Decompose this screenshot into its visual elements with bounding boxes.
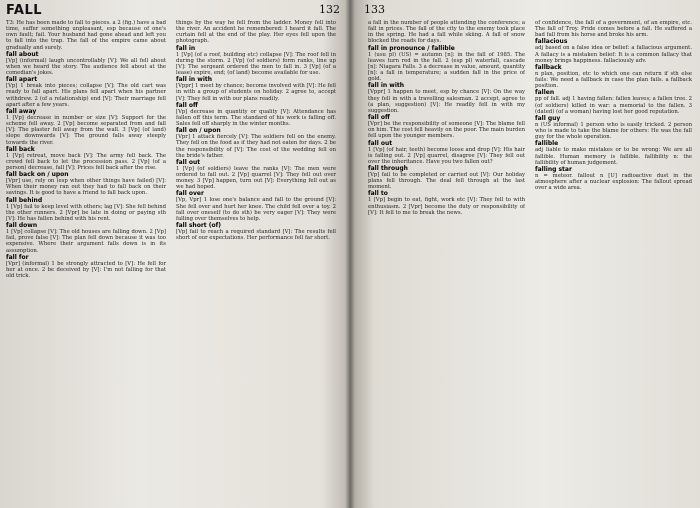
entry-definition: things by the way he fell from the ladder. Money fell into the river. An accident he remembered: I heard it fall. The curtain fell at the end of the play. Her eyes fell upon the photograph. xyxy=(176,20,336,45)
entry-headword: fall about xyxy=(6,50,39,58)
entry-definition: [Vp] fail to be completed or carried out [V]: Our holiday plans fell through. The deal fell through at the last moment. xyxy=(368,171,525,191)
dictionary-entry xyxy=(368,190,525,215)
page-number-right: 133 xyxy=(364,3,385,16)
dictionary-entry xyxy=(368,140,525,165)
entry-headword: fall out xyxy=(368,139,393,147)
entry-definition: [Vppr] 1 meet by chance; become involved with [V]: He fell in with a group of students on holiday. 2 agree to, accept [V]: They fell in with our plans readily. xyxy=(176,83,336,102)
dictionary-entry xyxy=(368,82,525,114)
dictionary-entry xyxy=(6,76,166,108)
entry-headword: fallible xyxy=(535,140,559,148)
entry-definition: of confidence, the fall of a government, of an empire, etc. The fall of Troy. Pride comes before a fall. He suffered a bad fall from his horse and broke his arm. xyxy=(535,20,692,39)
entry-headword: fall over xyxy=(176,190,204,198)
entry-definition: [Vp] 1 break into pieces; collapse [V]: The old cart was ready to fall apart. His plans fell apart when his partner withdrew. 2 (of a relationship) end [V]: Their marriage fell apart after a few years. xyxy=(6,83,166,108)
dictionary-entry xyxy=(6,254,166,279)
entry-definition: 1 [Vp] (of hair, teeth) become loose and drop [V]: His hair is falling out. 2 [Vp] quarrel, disagree [V]: They fell out over the inheritance. Have you two fallen out? xyxy=(368,146,525,165)
dictionary-entry xyxy=(176,20,336,45)
page-number: 132 xyxy=(319,3,340,16)
entry-headword: falling star xyxy=(535,165,572,173)
dictionary-entry xyxy=(535,20,692,38)
entry-definition: [Vpr] be the responsibility of someone [V]: The blame fell on him. The cost fell heavily on the poor. The main burden fell upon the younger members. xyxy=(368,121,525,140)
right-column-2 xyxy=(535,20,692,506)
dictionary-entry xyxy=(535,64,692,89)
entry-definition: pp of fall. adj 1 having fallen: fallen leaves; a fallen tree. 2 (of soldiers) killed in war: a memorial to the fallen. 3 (dated) (of a woman) having lost her good reputation. xyxy=(535,96,692,115)
entry-headword: fall back on / upon xyxy=(6,171,69,179)
entry-headword: fall in with xyxy=(368,82,405,90)
entry-definition: 1 [Vp] retreat, move back [V]: The army fell back. The crowd fell back to let the procession pass. 2 [Vp] (of a person) decrease, fall [V]: Prices fell back after the rise. xyxy=(6,152,166,171)
right-columns xyxy=(368,20,692,506)
dictionary-entry xyxy=(176,190,336,222)
left-column-2 xyxy=(176,20,336,506)
dictionary-entry xyxy=(6,171,166,196)
entry-headword: fall in xyxy=(176,44,196,52)
dictionary-entry xyxy=(176,222,336,241)
entry-headword: fallback xyxy=(535,63,562,71)
entry-headword: fall behind xyxy=(6,196,43,204)
dictionary-entry xyxy=(176,45,336,77)
right-column-1 xyxy=(368,20,525,506)
entry-definition: n (US informal) 1 person who is easily tricked. 2 person who is made to take the blame for others: He was the fall guy for the whole operation. xyxy=(535,121,692,141)
dictionary-entry xyxy=(6,222,166,254)
entry-headword: fall guy xyxy=(535,114,561,122)
dictionary-entry xyxy=(535,38,692,63)
entry-definition: [Vppr] 1 happen to meet, esp by chance [V]: On the way they fell in with a travelling salesman. 2 accept, agree to (a plan, suggestion) [V]: He readily fell in with my suggestion. xyxy=(368,89,525,114)
dictionary-entry xyxy=(535,166,692,191)
entry-headword: fall in with xyxy=(176,76,213,84)
entry-definition: n plan, position, etc to which one can return if sth else fails: We need a fallback in case the plan fails. a fallback position. xyxy=(535,70,692,90)
dictionary-entry xyxy=(368,20,525,45)
entry-headword: fall short (of) xyxy=(176,222,221,230)
dictionary-entry xyxy=(6,51,166,76)
dictionary-entry xyxy=(6,108,166,146)
entry-headword: fall for xyxy=(6,253,29,261)
entry-headword: fall to xyxy=(368,190,388,198)
entry-headword: fall in pronounce / fallible xyxy=(368,44,455,52)
dictionary-entry xyxy=(6,146,166,171)
dictionary-entry xyxy=(535,140,692,165)
entry-definition: 1 [Vp] decrease in number or size [V]: Support for the scheme fell away. 2 [Vp] become separated from and fall [V]: The plaster fell away from the wall. 3 [Vp] (of land) slope downwards [V]: The ground falls away steeply towards the river. xyxy=(6,114,166,146)
entry-definition: 1 [Vp] (of a roof, building etc) collapse [V]: The roof fell in during the storm. 2 [Vp] (of soldiers) form ranks, line up [V]: The sergeant ordered the men to fall in. 3 [Vp] (of a lease) expire, end; (of land) become available for use. xyxy=(176,51,336,77)
entry-definition: 1 [Vp] fail to keep level with others; lag [V]: She fell behind the other runners. 2 [Vpr] be late in doing or paying sth [V]: He has fallen behind with his rent. xyxy=(6,203,166,222)
dictionary-entry xyxy=(535,89,692,114)
entry-definition: [Vpr] (informal) 1 be strongly attracted to [V]: He fell for her at once. 2 be deceived by [V]: I'm not falling for that old trick. xyxy=(6,260,166,279)
dictionary-entry xyxy=(176,102,336,127)
entry-definition: T3: He has been made to fall to pieces. a 2 (fig.) have a bad time, suffer something unpleasant, esp because of one's own fault; fail. Your husband had gone ahead and left you to fall into the trap. The fall of the empire came about gradually and surely. xyxy=(6,20,166,51)
entry-headword: fall out xyxy=(176,158,201,166)
entry-definition: adj liable to make mistakes or to be wrong: We are all fallible. Human memory is fallible. fallibility n: the fallibility of human judgement. xyxy=(535,147,692,166)
entry-definition: a fall in the number of people attending the conference; a fall in prices. The fall of the city to the enemy took place in the spring. He had a fall while skiing. A fall of snow blocked the roads for days. xyxy=(368,20,525,45)
entry-headword: fall down xyxy=(6,222,38,230)
right-page xyxy=(350,0,700,508)
entry-definition: [Vpr] 1 attack fiercely [V]: The soldiers fell on the enemy. They fell on the food as if they had not eaten for days. 2 be the responsibility of [V]: The cost of the wedding fell on the bride's father. xyxy=(176,134,336,159)
entry-definition: n = meteor. fallout n [U] radioactive dust in the atmosphere after a nuclear explosion: The fallout spread over a wide area. xyxy=(535,172,692,192)
dictionary-entry xyxy=(535,115,692,140)
dictionary-entry xyxy=(176,127,336,159)
dictionary-entry xyxy=(368,165,525,190)
entry-definition: adj based on a false idea or belief: a fallacious argument. A fallacy is a mistaken belief: It is a common fallacy that money brings happiness. fallaciously adv. xyxy=(535,45,692,64)
dictionary-entry xyxy=(368,114,525,139)
entry-definition: [Vp] decrease in quantity or quality [V]: Attendance has fallen off this term. The standard of his work is falling off. Sales fell off sharply in the winter months. xyxy=(176,108,336,128)
entry-definition: [Vp] (informal) laugh uncontrollably [V]: We all fell about when we heard the story. The audience fell about at the comedian's jokes. xyxy=(6,57,166,77)
entry-headword: fall off xyxy=(368,114,390,122)
dictionary-entry xyxy=(176,76,336,101)
entry-headword: fall apart xyxy=(6,76,38,84)
dictionary-entry xyxy=(6,197,166,222)
left-columns xyxy=(6,20,336,506)
entry-headword: fallen xyxy=(535,89,555,97)
entry-headword: fall on / upon xyxy=(176,127,221,135)
entry-definition: [Vpr] use, rely on (esp when other things have failed) [V]: When their money ran out they had to fall back on their savings. It is good to have a friend to fall back upon. xyxy=(6,178,166,197)
dictionary-entry xyxy=(6,20,166,51)
dictionary-entry xyxy=(176,159,336,191)
entry-definition: [Vp] fail to reach a required standard [V]: The results fell short of our expectations. Her performance fell far short. xyxy=(176,229,336,242)
entry-definition: 1 (usu pl) (US) = autumn [n]: in the fall of 1985. The leaves turn red in the fall. 2 (esp pl) waterfall, cascade [n]: Niagara Falls. 3 a decrease in value, amount, quantity [n]: a fall in temperature; a sudden fall in the price of gold. xyxy=(368,51,525,83)
entry-headword: fall away xyxy=(6,107,37,115)
entry-headword: fall through xyxy=(368,164,408,172)
entry-headword: fall back xyxy=(6,145,35,153)
running-head: FALL xyxy=(6,3,43,18)
left-column-1 xyxy=(6,20,166,506)
entry-headword: fall off xyxy=(176,101,198,109)
entry-definition: 1 [Vp] (of soldiers) leave the ranks [V]: The men were ordered to fall out. 2 [Vp] quarrel [V]: They fell out over money. 3 [Vp] happen, turn out [V]: Everything fell out as we had hoped. xyxy=(176,165,336,191)
entry-definition: 1 [Vp] begin to eat, fight, work etc [V]: They fell to with enthusiasm. 2 [Vpr] become the duty or responsibility of [V]: It fell to me to break the news. xyxy=(368,197,525,216)
entry-definition: [Vp, Vpr] 1 lose one's balance and fall to the ground [V]: She fell over and hurt her knee. The child fell over a toy. 2 fall over oneself (to do sth) be very eager [V]: They were falling over themselves to help. xyxy=(176,197,336,222)
entry-definition: 1 [Vp] collapse [V]: The old houses are falling down. 2 [Vp] fail, prove false [V]: The plan fell down because it was too expensive. Where their argument falls down is in its assumption. xyxy=(6,229,166,254)
dictionary-entry xyxy=(368,45,525,83)
entry-headword: fallacious xyxy=(535,38,568,46)
